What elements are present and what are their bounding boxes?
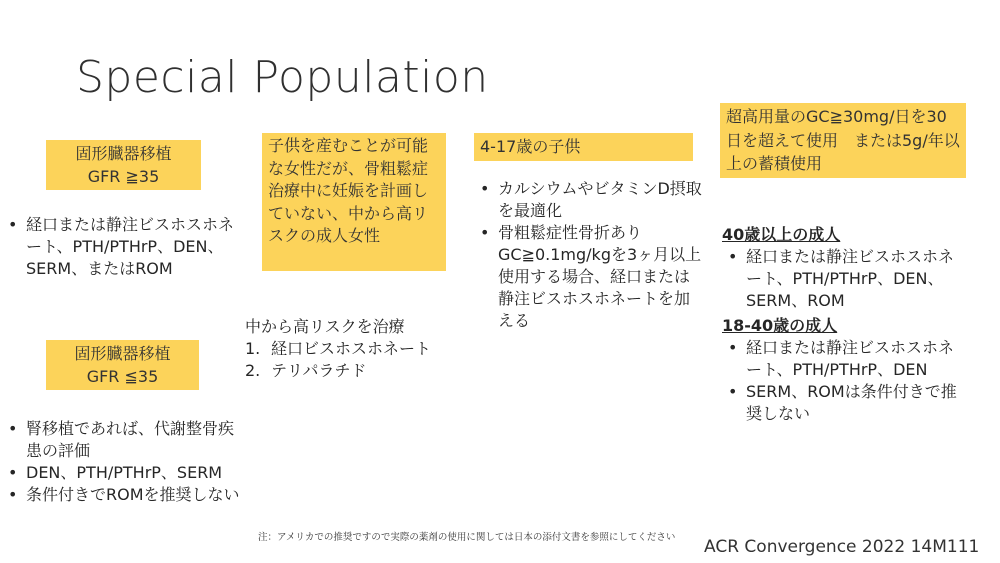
treatment-list bbox=[245, 338, 470, 382]
list-item: • 経口または静注ビスホスホネート、PTH/PTHrP、DEN、SERM、ROM bbox=[722, 246, 962, 312]
list-item: • カルシウムやビタミンD摂取を最適化 bbox=[474, 178, 704, 222]
list-item bbox=[245, 360, 470, 382]
footnote: 注：アメリカでの推奨ですので実際の薬剤の使用に関しては日本の添付文書を参照にしてください bbox=[258, 532, 676, 543]
list-item: • 腎移植であれば、代謝整骨疾患の評価 bbox=[2, 418, 246, 462]
transplant-gfr-low-box bbox=[46, 340, 199, 390]
list-item: • DEN、PTH/PTHrP、SERM bbox=[2, 462, 246, 484]
adults-over-40-list bbox=[722, 246, 962, 312]
list-item: • 経口または静注ビスホスホネート、PTH/PTHrP、DEN、SERM、またはROM bbox=[2, 214, 246, 280]
item-number: 1. bbox=[245, 339, 261, 358]
list-item: • SERM、ROMは条件付きで推奨しない bbox=[722, 381, 962, 425]
children-box: 4-17歳の子供 bbox=[474, 133, 693, 161]
adults-18-40-list bbox=[722, 337, 962, 425]
item-text: 経口ビスホスホネート bbox=[271, 339, 432, 358]
list-item: • 条件付きでROMを推奨しない bbox=[2, 484, 246, 506]
box-line-2: GFR ≧35 bbox=[87, 167, 160, 186]
slide-title: Special Population bbox=[76, 52, 489, 103]
adults-18-40-heading: 18-40歳の成人 bbox=[722, 316, 838, 335]
treatment-heading: 中から高リスクを治療 bbox=[245, 317, 405, 336]
item-number: 2. bbox=[245, 361, 261, 380]
list-item: • 経口または静注ビスホスホネート、PTH/PTHrP、DEN bbox=[722, 337, 962, 381]
high-dose-gc-box: 超高用量のGC≧30mg/日を30日を超えて使用 または5g/年以上の蓄積使用 bbox=[720, 103, 966, 178]
box-line-1: 固形臓器移植 bbox=[75, 144, 172, 163]
transplant-gfr-high-list bbox=[2, 214, 246, 280]
adults-over-40-heading: 40歳以上の成人 bbox=[722, 225, 841, 244]
source-credit: ACR Convergence 2022 14M111 bbox=[704, 537, 980, 557]
transplant-gfr-low-list bbox=[2, 418, 246, 506]
box-line-2: GFR ≦35 bbox=[86, 367, 159, 386]
item-text: テリパラチド bbox=[271, 361, 367, 380]
children-list bbox=[474, 178, 704, 332]
list-item: • 骨粗鬆症性骨折ありGC≧0.1mg/kgを3ヶ月以上使用する場合、経口または静注ビスホスホネートを加える bbox=[474, 222, 704, 332]
list-item bbox=[245, 338, 470, 360]
childbearing-women-box: 子供を産むことが可能な女性だが、骨粗鬆症治療中に妊娠を計画していない、中から高リスクの成人女性 bbox=[262, 133, 446, 271]
box-line-1: 固形臓器移植 bbox=[74, 344, 171, 363]
transplant-gfr-high-box bbox=[46, 140, 201, 190]
